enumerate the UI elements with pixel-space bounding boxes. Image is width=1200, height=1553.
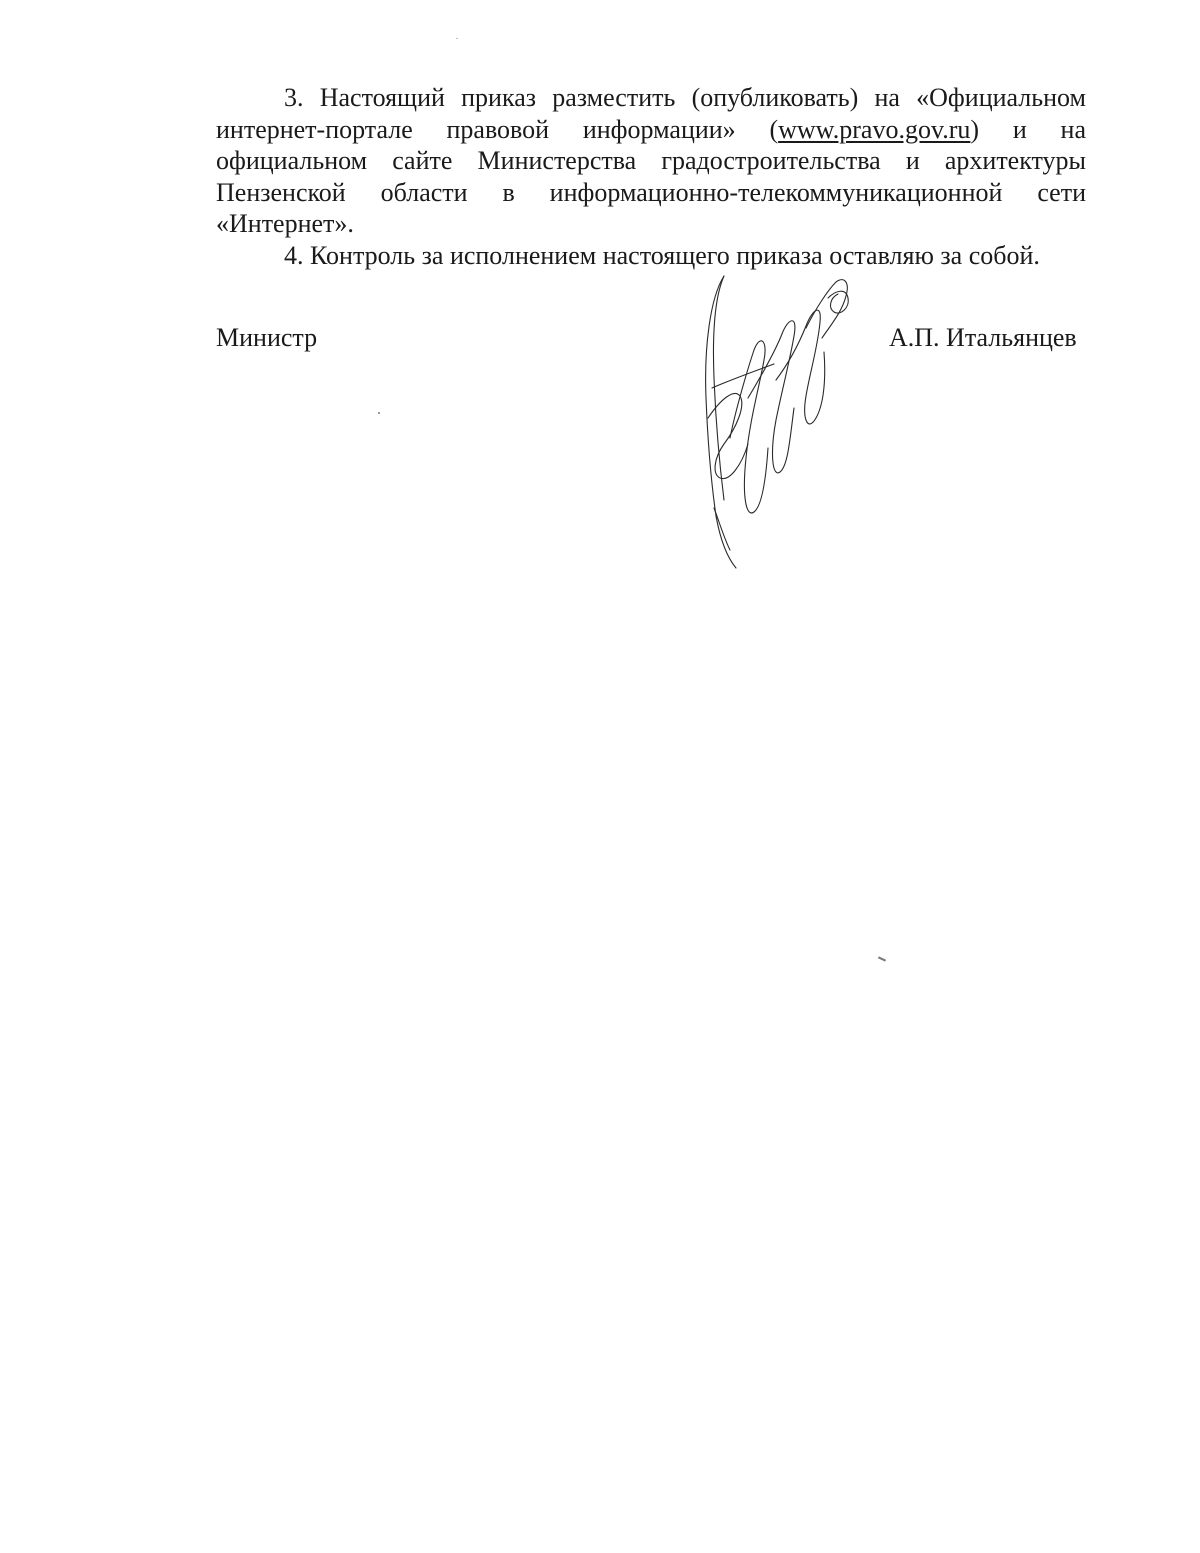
position-title: Министр: [216, 323, 318, 352]
paragraph-3-text-start: 3. Настоящий приказ разместить (опубликовать) на «Официальном интернет-портале правовой информации» (: [216, 83, 1086, 144]
scan-speck: [456, 38, 458, 39]
scan-speck: [878, 956, 886, 961]
paragraph-4: 4. Контроль за исполнением настоящего приказа оставляю за собой.: [284, 240, 1040, 270]
paragraph-3-text-end: ) и на официальном сайте Министерства градостроительства и архитектуры Пензенской области в информационно-телекоммуникационной сети «Интернет».: [216, 114, 1086, 238]
paragraph-3: [216, 82, 1086, 240]
document-body: [216, 82, 1086, 271]
handwritten-signature: [690, 268, 860, 578]
signatory-name: А.П. Итальянцев: [889, 323, 1077, 352]
pravo-gov-link[interactable]: www.pravo.gov.ru: [778, 114, 971, 144]
scan-speck: [378, 412, 380, 414]
